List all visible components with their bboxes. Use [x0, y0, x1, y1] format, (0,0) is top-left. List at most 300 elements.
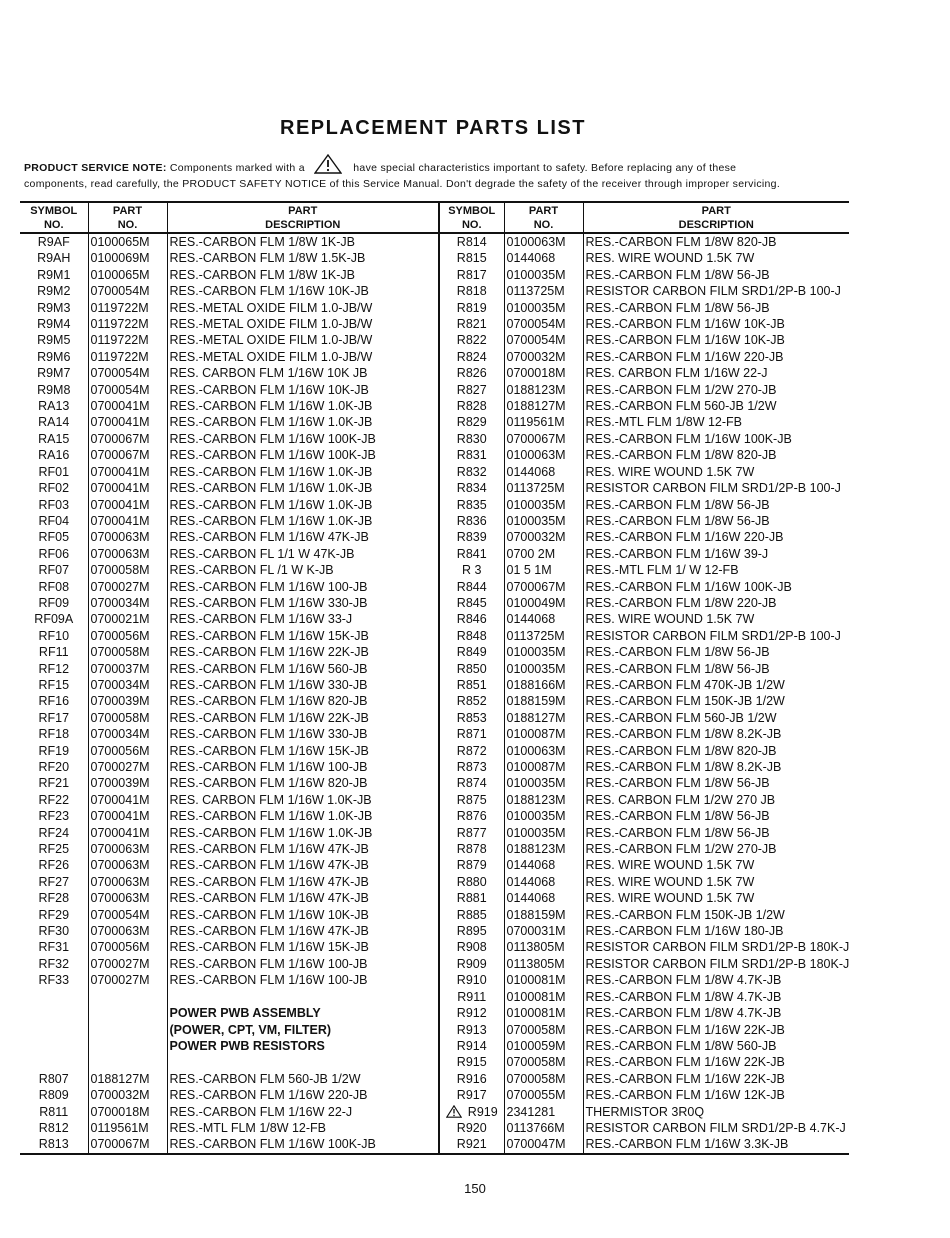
symbol-text: R873: [456, 760, 487, 774]
table-row: [20, 431, 849, 447]
description-right: RES.-CARBON FLM 1/16W 12K-JB: [583, 1087, 849, 1103]
part-no-right: 0700054M: [504, 316, 583, 332]
symbol-text: R909: [456, 956, 487, 971]
symbol-text: R845: [456, 595, 487, 610]
section-heading: (POWER, CPT, VM, FILTER): [167, 1022, 439, 1038]
symbol-right: [439, 431, 504, 447]
symbol-right: [439, 529, 504, 545]
table-row: [20, 579, 849, 595]
description-left: RES.-CARBON FLM 1/16W 22-J: [167, 1104, 439, 1120]
symbol-right: [439, 792, 504, 808]
part-no-left: 0700058M: [88, 562, 167, 578]
description-right: RES.-MTL FLM 1/ W 12-FB: [583, 562, 849, 578]
table-row: [20, 497, 849, 513]
part-no-right: 0113805M: [504, 956, 583, 972]
table-row: [20, 611, 849, 627]
description-right: RES.-CARBON FLM 1/8W 56-JB: [583, 497, 849, 513]
symbol-right: [439, 907, 504, 923]
symbol-text: R879: [456, 858, 487, 873]
part-no-left: 0119722M: [88, 300, 167, 316]
part-no-left: 0700063M: [88, 841, 167, 857]
warning-triangle-icon: [446, 1105, 462, 1118]
symbol-left: RF23: [38, 809, 70, 824]
part-no-left: 0700063M: [88, 546, 167, 562]
description-left: RES.-CARBON FLM 1/16W 100-JB: [167, 759, 439, 775]
description-left: [167, 1054, 439, 1070]
part-no-right: 2341281: [504, 1104, 583, 1120]
symbol-right: [439, 267, 504, 283]
part-no-right: 0700031M: [504, 923, 583, 939]
symbol-text: R881: [456, 891, 487, 906]
part-no-left: 0700041M: [88, 513, 167, 529]
description-right: RES. WIRE WOUND 1.5K 7W: [583, 611, 849, 627]
description-right: RES. CARBON FLM 1/16W 22-J: [583, 365, 849, 381]
description-left: RES.-CARBON FLM 1/16W 22K-JB: [167, 644, 439, 660]
table-row: [20, 1071, 849, 1087]
symbol-text: R908: [456, 940, 487, 955]
part-no-left: 0700041M: [88, 792, 167, 808]
symbol-right: [439, 316, 504, 332]
symbol-right: [439, 1071, 504, 1087]
symbol-left: R9M3: [37, 300, 71, 315]
description-right: RESISTOR CARBON FILM SRD1/2P-B 180K-J: [583, 956, 849, 972]
part-no-right: 0188127M: [504, 398, 583, 414]
symbol-left: RF09: [38, 595, 70, 610]
header-symbol-right: SYMBOL NO.: [439, 202, 504, 233]
description-right: RES. WIRE WOUND 1.5K 7W: [583, 890, 849, 906]
header-description-right: PART DESCRIPTION: [583, 202, 849, 233]
part-no-right: 0700058M: [504, 1022, 583, 1038]
part-no-right: 0100063M: [504, 447, 583, 463]
table-header-row: [20, 202, 849, 233]
description-right: RES.-CARBON FLM 1/8W 8.2K-JB: [583, 726, 849, 742]
symbol-left: RF02: [38, 481, 70, 496]
part-no-left: 0700058M: [88, 710, 167, 726]
description-left: [167, 989, 439, 1005]
description-right: RES.-CARBON FLM 560-JB 1/2W: [583, 710, 849, 726]
symbol-left: R809: [38, 1088, 69, 1103]
symbol-left: RF19: [38, 743, 70, 758]
symbol-text: R832: [456, 464, 487, 479]
part-no-right: 0100035M: [504, 808, 583, 824]
symbol-text: R853: [456, 710, 487, 725]
description-left: RES.-CARBON FLM 1/16W 330-JB: [167, 677, 439, 693]
part-no-right: 0100063M: [504, 743, 583, 759]
symbol-text: R844: [456, 579, 487, 594]
part-no-right: 0100035M: [504, 825, 583, 841]
description-left: RES.-CARBON FLM 1/16W 47K-JB: [167, 857, 439, 873]
part-no-right: 0700058M: [504, 1071, 583, 1087]
warning-triangle-icon: [314, 154, 342, 174]
symbol-right: [439, 398, 504, 414]
description-right: RES.-CARBON FLM 1/8W 4.7K-JB: [583, 989, 849, 1005]
description-right: RES.-CARBON FLM 1/8W 56-JB: [583, 300, 849, 316]
part-no-left: 0700063M: [88, 529, 167, 545]
part-no-left: 0700041M: [88, 497, 167, 513]
description-left: RES.-CARBON FLM 1/16W 47K-JB: [167, 841, 439, 857]
table-row: [20, 792, 849, 808]
symbol-left: R9M2: [37, 284, 71, 299]
description-right: RES.-CARBON FLM 150K-JB 1/2W: [583, 907, 849, 923]
description-right: RES.-CARBON FLM 1/8W 220-JB: [583, 595, 849, 611]
table-row: [20, 595, 849, 611]
symbol-right: [439, 283, 504, 299]
description-left: RES.-CARBON FLM 1/16W 100-JB: [167, 972, 439, 988]
description-right: RES.-CARBON FLM 1/8W 56-JB: [583, 775, 849, 791]
symbol-right: [439, 693, 504, 709]
table-row: [20, 923, 849, 939]
part-no-right: 0113766M: [504, 1120, 583, 1136]
description-right: RES.-CARBON FLM 1/8W 4.7K-JB: [583, 1005, 849, 1021]
symbol-left: RF03: [38, 497, 70, 512]
part-no-right: 0100035M: [504, 775, 583, 791]
description-left: RES.-CARBON FLM 1/16W 47K-JB: [167, 890, 439, 906]
symbol-right: [439, 726, 504, 742]
symbol-right: [439, 923, 504, 939]
part-no-right: 01 5 1M: [504, 562, 583, 578]
symbol-left: RF20: [38, 760, 70, 774]
symbol-left: [20, 1022, 88, 1038]
symbol-text: R914: [456, 1038, 487, 1053]
table-row: [20, 480, 849, 496]
symbol-text: R822: [456, 333, 487, 348]
symbol-text: R852: [456, 694, 487, 709]
symbol-left: R812: [38, 1120, 69, 1135]
description-right: RESISTOR CARBON FILM SRD1/2P-B 100-J: [583, 283, 849, 299]
description-right: RES.-CARBON FLM 1/8W 56-JB: [583, 267, 849, 283]
part-no-right: 0144068: [504, 250, 583, 266]
part-no-left: 0119561M: [88, 1120, 167, 1136]
description-left: RES.-CARBON FLM 1/16W 47K-JB: [167, 923, 439, 939]
symbol-left: RF26: [38, 858, 70, 873]
table-row: [20, 332, 849, 348]
part-no-left: 0700063M: [88, 874, 167, 890]
symbol-text: R834: [456, 481, 487, 496]
description-right: RESISTOR CARBON FILM SRD1/2P-B 180K-J: [583, 939, 849, 955]
symbol-right: [439, 1087, 504, 1103]
symbol-left: R9M5: [37, 333, 71, 348]
description-left: RES.-CARBON FLM 1/16W 1.0K-JB: [167, 414, 439, 430]
table-row: [20, 447, 849, 463]
section-heading: POWER PWB ASSEMBLY: [167, 1005, 439, 1021]
description-right: RES.-CARBON FLM 1/2W 270-JB: [583, 382, 849, 398]
description-left: RES.-CARBON FLM 1/16W 15K-JB: [167, 939, 439, 955]
part-no-right: 0100035M: [504, 497, 583, 513]
description-left: RES.-CARBON FLM 1/16W 100K-JB: [167, 447, 439, 463]
symbol-left: R9M6: [37, 349, 71, 364]
description-right: RES.-CARBON FLM 1/8W 56-JB: [583, 513, 849, 529]
symbol-right: [439, 1054, 504, 1070]
symbol-right: [439, 743, 504, 759]
part-no-left: 0700056M: [88, 628, 167, 644]
symbol-text: R877: [456, 825, 487, 840]
description-right: RES. WIRE WOUND 1.5K 7W: [583, 874, 849, 890]
symbol-text: R921: [456, 1137, 487, 1152]
part-no-right: 0700 2M: [504, 546, 583, 562]
part-no-left: 0700021M: [88, 611, 167, 627]
description-right: RES.-CARBON FLM 1/2W 270-JB: [583, 841, 849, 857]
symbol-text: R872: [456, 743, 487, 758]
table-row: [20, 907, 849, 923]
part-no-left: 0700037M: [88, 661, 167, 677]
part-no-left: 0700034M: [88, 595, 167, 611]
symbol-text: R920: [456, 1120, 487, 1135]
header-description-left: PART DESCRIPTION: [167, 202, 439, 233]
symbol-right: [439, 611, 504, 627]
table-row: [20, 233, 849, 250]
description-left: RES.-CARBON FLM 1/16W 820-JB: [167, 775, 439, 791]
symbol-left: RF24: [38, 825, 70, 840]
part-no-right: 0700058M: [504, 1054, 583, 1070]
description-right: RES.-CARBON FLM 1/16W 22K-JB: [583, 1022, 849, 1038]
symbol-left: RA16: [38, 448, 70, 463]
symbol-text: R815: [456, 251, 487, 266]
table-row: [20, 382, 849, 398]
table-row: [20, 250, 849, 266]
note-before-icon: Components marked with a: [169, 162, 305, 174]
description-right: RES.-CARBON FLM 1/16W 220-JB: [583, 349, 849, 365]
table-row: [20, 890, 849, 906]
part-no-left: 0700027M: [88, 759, 167, 775]
symbol-text: R831: [456, 448, 487, 463]
part-no-right: 0100035M: [504, 661, 583, 677]
symbol-right: [439, 841, 504, 857]
table-row: [20, 710, 849, 726]
symbol-text: R818: [456, 284, 487, 299]
description-left: RES.-METAL OXIDE FILM 1.0-JB/W: [167, 332, 439, 348]
note-lead: PRODUCT SERVICE NOTE:: [24, 162, 167, 174]
description-right: RES.-CARBON FLM 1/8W 56-JB: [583, 661, 849, 677]
part-no-right: 0188159M: [504, 693, 583, 709]
symbol-left: [20, 989, 88, 1005]
description-left: RES.-CARBON FLM 1/16W 1.0K-JB: [167, 808, 439, 824]
description-left: RES.-CARBON FLM 1/16W 47K-JB: [167, 874, 439, 890]
symbol-text: R915: [456, 1055, 487, 1070]
description-left: RES.-CARBON FLM 1/16W 330-JB: [167, 595, 439, 611]
part-no-left: [88, 1038, 167, 1054]
part-no-left: 0700034M: [88, 726, 167, 742]
part-no-left: 0700054M: [88, 907, 167, 923]
symbol-right: [439, 825, 504, 841]
symbol-left: RF18: [38, 727, 70, 742]
description-right: THERMISTOR 3R0Q: [583, 1104, 849, 1120]
part-no-left: 0700056M: [88, 743, 167, 759]
table-row: [20, 628, 849, 644]
note-after-icon: have special characteristics important to safety. Before replacing any of these: [353, 162, 737, 174]
symbol-left: R811: [39, 1104, 69, 1119]
symbol-text: R871: [456, 727, 487, 742]
symbol-text: R885: [456, 907, 487, 922]
symbol-right: [439, 989, 504, 1005]
symbol-left: R9AF: [37, 235, 70, 249]
part-no-right: 0700032M: [504, 529, 583, 545]
part-no-right: 0144068: [504, 874, 583, 890]
symbol-text: R841: [456, 546, 487, 561]
table-row: [20, 1022, 849, 1038]
table-row: [20, 1038, 849, 1054]
symbol-text: R913: [456, 1022, 487, 1037]
part-no-right: 0113725M: [504, 480, 583, 496]
symbol-right: [439, 447, 504, 463]
symbol-text: R821: [456, 317, 487, 332]
description-right: RES.-CARBON FLM 1/16W 220-JB: [583, 529, 849, 545]
symbol-right: [439, 579, 504, 595]
table-row: [20, 1120, 849, 1136]
symbol-left: RF06: [38, 546, 70, 561]
symbol-right: [439, 972, 504, 988]
symbol-right: [439, 497, 504, 513]
symbol-left: RA15: [38, 431, 70, 446]
description-left: RES.-CARBON FLM 560-JB 1/2W: [167, 1071, 439, 1087]
part-no-left: 0700056M: [88, 939, 167, 955]
symbol-left: RF01: [38, 464, 70, 479]
description-left: RES.-CARBON FLM 1/16W 100-JB: [167, 579, 439, 595]
description-right: RES.-CARBON FLM 470K-JB 1/2W: [583, 677, 849, 693]
symbol-text: R848: [456, 628, 487, 643]
symbol-left: R9AH: [37, 251, 71, 266]
part-no-left: [88, 989, 167, 1005]
table-row: [20, 726, 849, 742]
symbol-left: R807: [38, 1071, 69, 1086]
part-no-right: 0100049M: [504, 595, 583, 611]
symbol-text: R835: [456, 497, 487, 512]
table-row: [20, 398, 849, 414]
symbol-text: R846: [456, 612, 487, 627]
symbol-left: RF04: [38, 513, 70, 528]
description-right: RES.-CARBON FLM 1/16W 10K-JB: [583, 316, 849, 332]
part-no-right: 0100035M: [504, 300, 583, 316]
symbol-text: R850: [456, 661, 487, 676]
description-left: RES.-CARBON FLM 1/16W 100K-JB: [167, 1136, 439, 1153]
part-no-right: 0113805M: [504, 939, 583, 955]
symbol-right: [439, 382, 504, 398]
description-right: RESISTOR CARBON FILM SRD1/2P-B 100-J: [583, 480, 849, 496]
description-left: RES.-CARBON FLM 1/8W 1.5K-JB: [167, 250, 439, 266]
table-row: [20, 464, 849, 480]
description-left: RES.-CARBON FLM 1/16W 820-JB: [167, 693, 439, 709]
description-right: RESISTOR CARBON FILM SRD1/2P-B 100-J: [583, 628, 849, 644]
table-row: [20, 349, 849, 365]
parts-table-body: [20, 233, 849, 1154]
symbol-right: [439, 332, 504, 348]
symbol-text: R839: [456, 530, 487, 545]
table-row: [20, 972, 849, 988]
part-no-right: 0100035M: [504, 267, 583, 283]
description-right: RES. WIRE WOUND 1.5K 7W: [583, 464, 849, 480]
part-no-left: 0700039M: [88, 693, 167, 709]
symbol-left: RF25: [38, 842, 70, 857]
description-right: RES.-CARBON FLM 1/16W 100K-JB: [583, 431, 849, 447]
symbol-left: RF33: [38, 973, 70, 988]
symbol-right: [439, 250, 504, 266]
description-left: RES.-METAL OXIDE FILM 1.0-JB/W: [167, 349, 439, 365]
symbol-left: RF17: [38, 710, 70, 725]
part-no-left: 0700054M: [88, 283, 167, 299]
description-left: RES.-CARBON FLM 1/16W 47K-JB: [167, 529, 439, 545]
table-row: [20, 1005, 849, 1021]
table-row: [20, 956, 849, 972]
symbol-left: RF16: [38, 694, 70, 709]
part-no-right: 0100081M: [504, 972, 583, 988]
table-row: [20, 841, 849, 857]
description-left: RES.-CARBON FLM 1/16W 1.0K-JB: [167, 497, 439, 513]
description-left: RES.-CARBON FL /1 W K-JB: [167, 562, 439, 578]
symbol-text: R814: [456, 235, 487, 249]
part-no-left: 0700041M: [88, 808, 167, 824]
description-left: RES.-CARBON FLM 1/8W 1K-JB: [167, 267, 439, 283]
part-no-right: 0700067M: [504, 431, 583, 447]
part-no-left: 0700054M: [88, 382, 167, 398]
product-service-note: [24, 154, 904, 192]
part-no-right: 0144068: [504, 890, 583, 906]
part-no-left: [88, 1005, 167, 1021]
symbol-text: R895: [456, 924, 487, 939]
description-right: RES. WIRE WOUND 1.5K 7W: [583, 857, 849, 873]
part-no-right: 0700032M: [504, 349, 583, 365]
symbol-text: R917: [456, 1088, 487, 1103]
part-no-left: 0700063M: [88, 890, 167, 906]
symbol-left: RF22: [38, 792, 70, 807]
part-no-right: 0100063M: [504, 233, 583, 250]
part-no-right: 0100081M: [504, 1005, 583, 1021]
description-right: RES.-CARBON FLM 1/8W 56-JB: [583, 808, 849, 824]
description-left: RES.-CARBON FLM 1/16W 1.0K-JB: [167, 464, 439, 480]
header-part-no-left: PART NO.: [88, 202, 167, 233]
note-line-1: [24, 154, 904, 176]
symbol-text: R919: [467, 1104, 498, 1119]
table-row: [20, 365, 849, 381]
part-no-left: 0700041M: [88, 825, 167, 841]
table-row: [20, 939, 849, 955]
symbol-right: [439, 1005, 504, 1021]
part-no-left: 0700041M: [88, 480, 167, 496]
symbol-right: [439, 890, 504, 906]
part-no-right: 0100035M: [504, 644, 583, 660]
part-no-left: 0100069M: [88, 250, 167, 266]
description-right: RES.-CARBON FLM 1/16W 22K-JB: [583, 1054, 849, 1070]
description-right: RES. WIRE WOUND 1.5K 7W: [583, 250, 849, 266]
part-no-right: 0188123M: [504, 841, 583, 857]
symbol-text: R878: [456, 842, 487, 857]
part-no-left: 0700027M: [88, 579, 167, 595]
table-row: [20, 874, 849, 890]
description-left: RES.-METAL OXIDE FILM 1.0-JB/W: [167, 316, 439, 332]
description-left: RES.-CARBON FLM 1/16W 100-JB: [167, 956, 439, 972]
description-left: RES.-CARBON FLM 1/16W 100K-JB: [167, 431, 439, 447]
part-no-left: 0700032M: [88, 1087, 167, 1103]
symbol-right: [439, 595, 504, 611]
symbol-left: RF07: [38, 563, 70, 578]
symbol-text: R826: [456, 366, 487, 381]
symbol-left: RF12: [38, 661, 70, 676]
description-left: RES.-CARBON FLM 1/16W 1.0K-JB: [167, 513, 439, 529]
part-no-right: 0100035M: [504, 513, 583, 529]
part-no-right: 0100087M: [504, 759, 583, 775]
description-right: RES.-CARBON FLM 1/8W 8.2K-JB: [583, 759, 849, 775]
symbol-left: RF30: [38, 924, 70, 939]
parts-table: [20, 201, 849, 1155]
symbol-left: [20, 1005, 88, 1021]
symbol-right: [439, 677, 504, 693]
symbol-left: RF29: [38, 907, 70, 922]
symbol-left: RF15: [38, 677, 70, 692]
part-no-left: 0700027M: [88, 972, 167, 988]
part-no-right: 0113725M: [504, 628, 583, 644]
description-left: RES.-CARBON FLM 1/16W 330-JB: [167, 726, 439, 742]
part-no-left: 0700041M: [88, 398, 167, 414]
symbol-left: RF27: [38, 874, 70, 889]
description-left: RES.-CARBON FLM 1/16W 560-JB: [167, 661, 439, 677]
